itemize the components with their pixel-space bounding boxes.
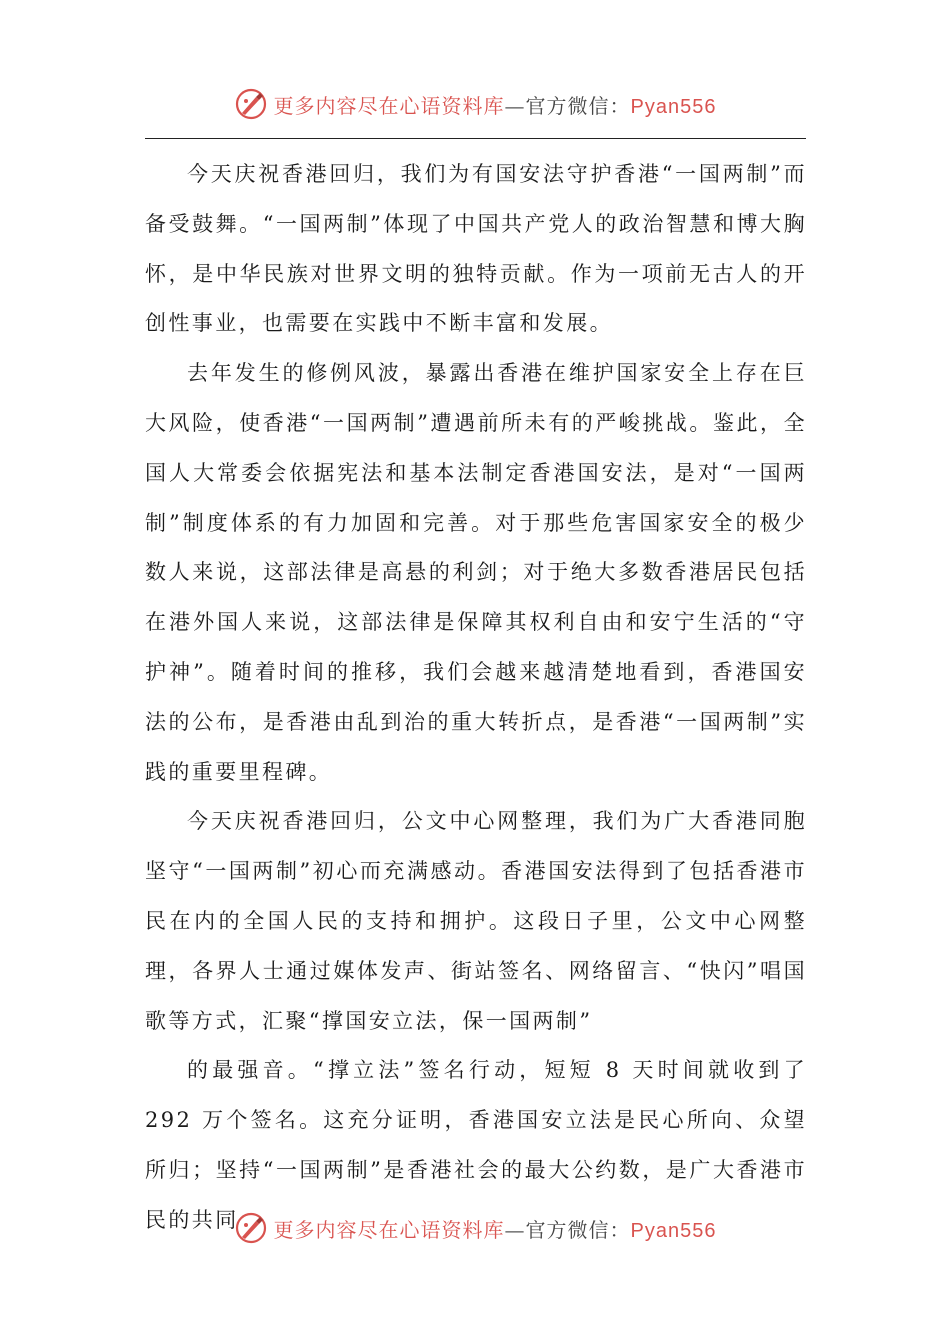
footer-banner-main: 更多内容尽在心语资料库 <box>273 1217 505 1242</box>
footer-banner-wechat-handle: Pyan556 <box>630 1219 717 1242</box>
header-banner-dash: — <box>504 93 526 118</box>
header-banner <box>234 87 717 121</box>
header-divider <box>145 138 806 139</box>
footer-banner-wechat-label: 官方微信： <box>525 1217 631 1242</box>
header-banner-text <box>274 90 717 119</box>
header-banner-main: 更多内容尽在心语资料库 <box>273 93 505 118</box>
footer-banner-dash: — <box>504 1217 526 1242</box>
paragraph-4: 的最强音。“撑立法”签名行动，短短 8 天时间就收到了 292 万个签名。这充分证明，香港国安立法是民心所向、众望所归；坚持“一国两制”是香港社会的最大公约数，是广大香港市民的共同 <box>145 1058 807 1232</box>
page-footer <box>0 1208 950 1248</box>
header-banner-wechat-handle: Pyan556 <box>630 95 717 118</box>
footer-banner-text <box>274 1214 717 1243</box>
pen-circle-logo-icon <box>234 1211 268 1245</box>
paragraph-1: 今天庆祝香港回归，我们为有国安法守护香港“一国两制”而备受鼓舞。“一国两制”体现了中国共产党人的政治智慧和博大胸怀，是中华民族对世界文明的独特贡献。作为一项前无古人的开创性事业，也需要在实践中不断丰富和发展。 <box>145 162 807 336</box>
header-banner-wechat-label: 官方微信： <box>525 93 631 118</box>
paragraph-2: 去年发生的修例风波，暴露出香港在维护国家安全上存在巨大风险，使香港“一国两制”遭遇前所未有的严峻挑战。鉴此，全国人大常委会依据宪法和基本法制定香港国安法，是对“一国两制”制度体系的有力加固和完善。对于那些危害国家安全的极少数人来说，这部法律是高悬的利剑；对于绝大多数香港居民包括在港外国人来说，这部法律是保障其权利自由和安宁生活的“守护神”。随着时间的推移，我们会越来越清楚地看到，香港国安法的公布，是香港由乱到治的重大转折点，是香港“一国两制”实践的重要里程碑。 <box>145 361 807 784</box>
footer-banner <box>234 1211 717 1245</box>
paragraph-3: 今天庆祝香港回归，公文中心网整理，我们为广大香港同胞坚守“一国两制”初心而充满感动。香港国安法得到了包括香港市民在内的全国人民的支持和拥护。这段日子里，公文中心网整理，各界人士通过媒体发声、街站签名、网络留言、“快闪”唱国歌等方式，汇聚“撑国安立法，保一国两制” <box>145 809 807 1033</box>
page-header <box>0 84 950 124</box>
document-body <box>145 150 807 1246</box>
pen-circle-logo-icon <box>234 87 268 121</box>
